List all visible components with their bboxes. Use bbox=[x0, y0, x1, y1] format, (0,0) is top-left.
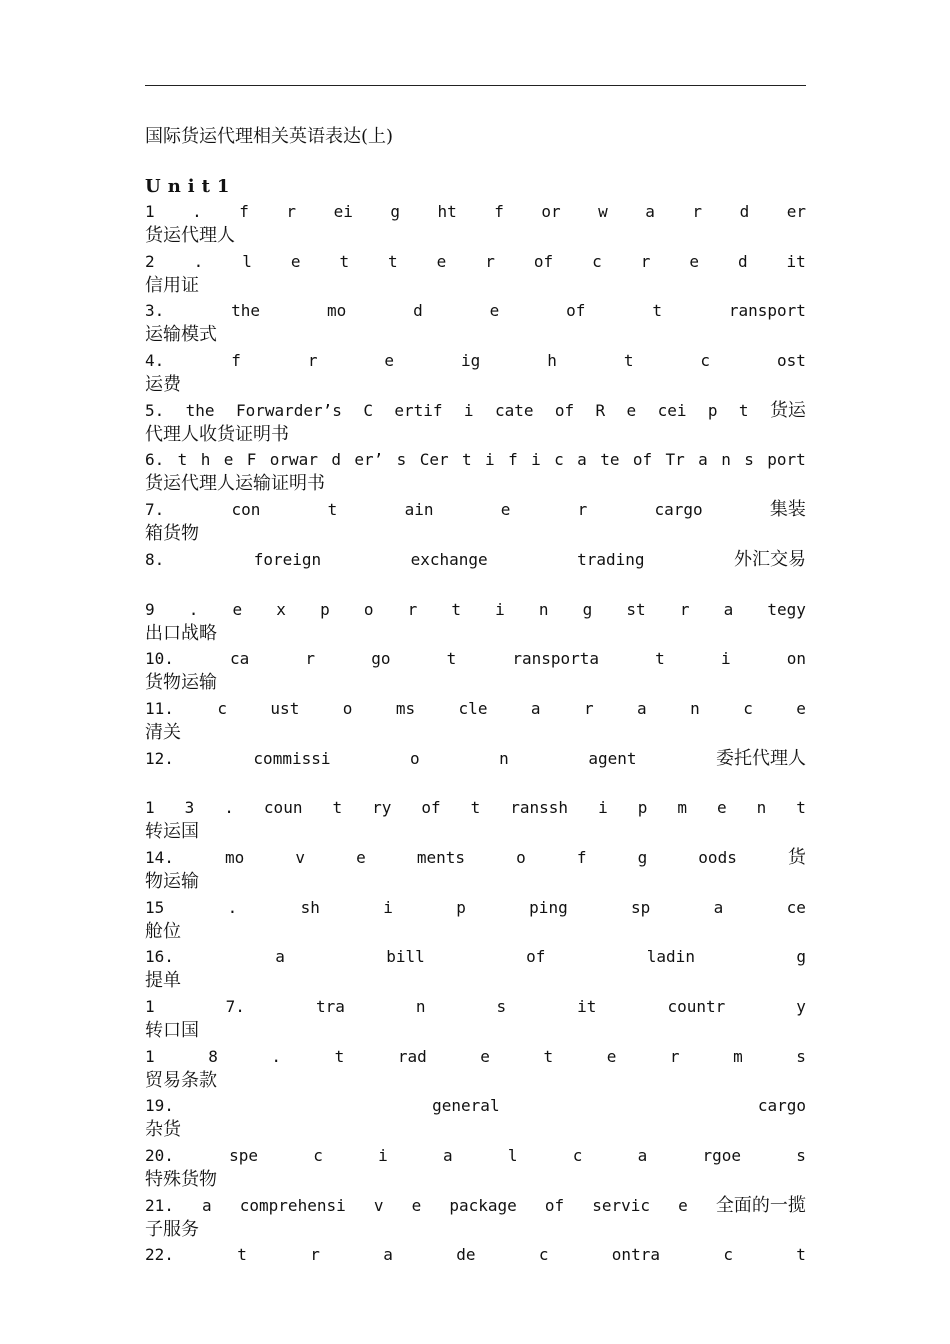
english-token: . bbox=[188, 599, 199, 619]
english-token: comprehensi bbox=[239, 1195, 346, 1215]
english-token: c bbox=[743, 698, 753, 718]
unit-heading: Unit1 bbox=[145, 176, 237, 197]
english-token: s bbox=[796, 1146, 806, 1166]
english-token: 3. bbox=[145, 301, 165, 321]
english-token: l bbox=[507, 1146, 518, 1166]
english-token: v bbox=[373, 1195, 384, 1215]
english-token: t bbox=[623, 351, 634, 371]
vocab-english-line bbox=[145, 1093, 806, 1118]
english-token: d bbox=[737, 251, 748, 271]
english-token: con bbox=[231, 500, 261, 520]
english-token: a bbox=[443, 1146, 453, 1166]
english-token: g bbox=[796, 947, 806, 967]
chinese-translation-inline: 货运 bbox=[769, 399, 806, 421]
english-token: e bbox=[606, 1046, 617, 1066]
english-token: cate bbox=[494, 400, 534, 420]
english-token: e bbox=[626, 400, 637, 420]
english-token: 1 bbox=[145, 798, 155, 818]
vocabulary-list bbox=[145, 199, 806, 1292]
english-token: te bbox=[600, 450, 620, 470]
english-token: general bbox=[432, 1096, 500, 1116]
english-token: 21. bbox=[145, 1195, 174, 1215]
english-token: 9 bbox=[145, 599, 155, 619]
vocab-entry bbox=[145, 944, 806, 994]
english-token: r bbox=[286, 202, 297, 221]
vocab-entry bbox=[145, 348, 806, 398]
english-token: . bbox=[224, 798, 234, 818]
english-token: r bbox=[577, 500, 588, 520]
english-token: agent bbox=[588, 748, 637, 768]
english-token: a bbox=[275, 947, 285, 967]
english-token: t bbox=[332, 798, 343, 818]
english-token: e bbox=[678, 1195, 688, 1215]
english-token: ping bbox=[529, 897, 568, 917]
english-token: commissi bbox=[253, 748, 331, 768]
english-token: e bbox=[716, 798, 727, 818]
english-token: ry bbox=[372, 798, 392, 818]
english-token: orwar bbox=[269, 450, 318, 470]
english-token: mo bbox=[326, 301, 347, 321]
english-token: e bbox=[356, 847, 366, 867]
english-token: cargo bbox=[757, 1096, 806, 1116]
english-token: e bbox=[489, 301, 500, 321]
english-token: of bbox=[632, 450, 653, 470]
vocab-entry bbox=[145, 994, 806, 1044]
english-token: 10. bbox=[145, 649, 174, 669]
english-token: port bbox=[767, 450, 806, 470]
vocab-english-line bbox=[145, 199, 806, 224]
english-token: 1 bbox=[145, 997, 155, 1016]
english-token: t bbox=[796, 798, 806, 818]
english-token: ost bbox=[777, 351, 806, 371]
english-token: c bbox=[592, 251, 602, 271]
english-token: c bbox=[723, 1245, 733, 1265]
vocab-entry bbox=[145, 547, 806, 597]
english-token: f bbox=[576, 847, 587, 867]
chinese-translation bbox=[145, 572, 806, 596]
english-token: exchange bbox=[410, 549, 488, 569]
english-token: r bbox=[310, 1245, 320, 1265]
english-token: i bbox=[378, 1146, 388, 1166]
vocab-entry bbox=[145, 497, 806, 547]
vocab-english-line bbox=[145, 646, 806, 671]
english-token: Tr bbox=[665, 450, 685, 470]
chinese-translation: 杂货 bbox=[145, 1119, 181, 1141]
english-token: o bbox=[410, 748, 420, 768]
vocab-entry bbox=[145, 746, 806, 796]
chinese-translation: 货运代理人运输证明书 bbox=[145, 473, 325, 495]
english-token: c bbox=[554, 450, 564, 470]
english-token: x bbox=[276, 599, 286, 619]
vocab-entry bbox=[145, 1044, 806, 1094]
english-token: 11. bbox=[145, 698, 174, 718]
english-token: a bbox=[383, 1245, 393, 1265]
vocab-english-line bbox=[145, 1242, 806, 1267]
vocab-entry bbox=[145, 298, 806, 348]
english-token: cei bbox=[657, 400, 687, 420]
english-token: n bbox=[721, 450, 731, 470]
vocab-entry bbox=[145, 696, 806, 746]
english-token: a bbox=[637, 698, 647, 718]
english-token: a bbox=[202, 1195, 212, 1215]
english-token: 7. bbox=[145, 500, 165, 520]
english-token: r bbox=[485, 251, 495, 271]
english-token: cargo bbox=[654, 500, 703, 520]
english-token: i bbox=[485, 450, 495, 470]
english-token: t bbox=[462, 450, 472, 470]
english-token: f bbox=[508, 450, 518, 470]
english-token: e bbox=[689, 251, 699, 271]
english-token: n bbox=[499, 748, 509, 768]
english-token: R bbox=[595, 400, 606, 420]
english-token: t bbox=[327, 500, 338, 520]
english-token: 16. bbox=[145, 947, 174, 967]
english-token: on bbox=[786, 649, 806, 669]
english-token: ust bbox=[270, 698, 300, 718]
vocab-english-line bbox=[145, 845, 806, 870]
english-token: a bbox=[713, 897, 724, 917]
english-token: ei bbox=[333, 202, 353, 221]
english-token: h bbox=[547, 351, 557, 371]
chinese-translation: 提单 bbox=[145, 970, 181, 992]
english-token: n bbox=[538, 599, 549, 619]
chinese-translation: 物运输 bbox=[145, 870, 199, 892]
vocab-english-line bbox=[145, 547, 806, 572]
english-token: t bbox=[446, 649, 457, 669]
vocab-entry bbox=[145, 398, 806, 448]
english-token: l bbox=[242, 251, 252, 271]
english-token: of bbox=[421, 798, 441, 818]
english-token: t bbox=[738, 400, 749, 420]
vocab-english-line bbox=[145, 1143, 806, 1168]
english-token: of bbox=[566, 301, 586, 321]
english-token: f bbox=[231, 351, 241, 371]
chinese-translation: 箱货物 bbox=[145, 523, 199, 545]
chinese-translation: 转运国 bbox=[145, 821, 199, 843]
english-token: de bbox=[456, 1245, 476, 1265]
vocab-english-line bbox=[145, 746, 806, 771]
english-token: w bbox=[598, 202, 608, 221]
english-token: f bbox=[494, 202, 504, 221]
english-token: 1 bbox=[145, 202, 155, 221]
english-token: a bbox=[645, 202, 655, 221]
english-token: ht bbox=[437, 202, 457, 221]
english-token: ain bbox=[404, 500, 434, 520]
english-token: 6. bbox=[145, 450, 165, 470]
english-token: t bbox=[237, 1245, 247, 1265]
english-token: i bbox=[531, 450, 541, 470]
english-token: i bbox=[383, 897, 393, 917]
english-token: 4. bbox=[145, 351, 165, 371]
vocab-entry bbox=[145, 597, 806, 647]
english-token: i bbox=[463, 400, 474, 420]
vocab-english-line bbox=[145, 944, 806, 969]
chinese-translation bbox=[145, 1267, 806, 1291]
english-token: F bbox=[246, 450, 257, 470]
english-token: go bbox=[371, 649, 391, 669]
chinese-translation: 特殊货物 bbox=[145, 1169, 217, 1191]
vocab-entry bbox=[145, 1242, 806, 1292]
english-token: bill bbox=[386, 947, 425, 967]
english-token: c bbox=[217, 698, 227, 718]
english-token: 22. bbox=[145, 1245, 174, 1265]
english-token: st bbox=[626, 599, 646, 619]
english-token: cle bbox=[458, 698, 488, 718]
english-token: m bbox=[677, 798, 687, 818]
english-token: 20. bbox=[145, 1146, 174, 1166]
english-token: C bbox=[363, 400, 373, 420]
english-token: p bbox=[637, 798, 648, 818]
english-token: ladin bbox=[646, 947, 695, 967]
english-token: d bbox=[413, 301, 423, 321]
chinese-translation: 货运代理人 bbox=[145, 225, 235, 246]
english-token: sp bbox=[631, 897, 651, 917]
english-token: of bbox=[554, 400, 575, 420]
english-token: t bbox=[388, 251, 398, 271]
english-token: d bbox=[331, 450, 341, 470]
chinese-translation: 贸易条款 bbox=[145, 1069, 217, 1091]
english-token: n bbox=[690, 698, 700, 718]
english-token: r bbox=[692, 202, 703, 221]
english-token: Forwarder’s bbox=[235, 400, 342, 420]
english-token: o bbox=[342, 698, 353, 718]
english-token: r bbox=[679, 599, 690, 619]
english-token: a bbox=[637, 1146, 648, 1166]
english-token: p bbox=[320, 599, 330, 619]
english-token: i bbox=[598, 798, 608, 818]
english-token: ments bbox=[416, 847, 465, 867]
english-token: t bbox=[655, 649, 665, 669]
english-token: . bbox=[192, 202, 202, 221]
english-token: servic bbox=[592, 1195, 651, 1215]
english-token: e bbox=[290, 251, 301, 271]
vocab-entry bbox=[145, 447, 806, 497]
english-token: g bbox=[390, 202, 400, 221]
english-token: r bbox=[583, 698, 594, 718]
chinese-translation: 货物运输 bbox=[145, 672, 217, 694]
english-token: e bbox=[436, 251, 447, 271]
vocab-english-line bbox=[145, 597, 806, 622]
english-token: c bbox=[700, 351, 711, 371]
english-token: a bbox=[723, 599, 734, 619]
english-token: t bbox=[652, 301, 662, 321]
vocab-english-line bbox=[145, 497, 806, 522]
english-token: er bbox=[786, 202, 806, 221]
vocab-english-line bbox=[145, 1044, 806, 1069]
english-token: countr bbox=[667, 997, 726, 1016]
english-token: c bbox=[538, 1245, 549, 1265]
vocab-english-line bbox=[145, 447, 806, 472]
english-token: p bbox=[456, 897, 466, 917]
english-token: 19. bbox=[145, 1096, 174, 1116]
chinese-translation bbox=[145, 771, 806, 795]
chinese-translation: 信用证 bbox=[145, 274, 199, 296]
english-token: ransporta bbox=[512, 649, 600, 669]
english-token: the bbox=[231, 301, 261, 321]
english-token: a bbox=[698, 450, 708, 470]
vocab-entry bbox=[145, 1193, 806, 1243]
english-token: g bbox=[637, 847, 648, 867]
english-token: a bbox=[577, 450, 587, 470]
english-token: 1 bbox=[145, 1046, 155, 1066]
english-token: 15 bbox=[145, 897, 165, 917]
vocab-entry bbox=[145, 1143, 806, 1193]
vocab-entry bbox=[145, 646, 806, 696]
english-token: 7. bbox=[225, 997, 245, 1016]
english-token: e bbox=[384, 351, 395, 371]
english-token: t bbox=[339, 251, 350, 271]
english-token: tra bbox=[315, 997, 345, 1016]
english-token: n bbox=[756, 798, 767, 818]
english-token: ca bbox=[230, 649, 250, 669]
chinese-translation: 运输模式 bbox=[145, 324, 217, 346]
english-token: of bbox=[526, 947, 546, 967]
english-token: of bbox=[544, 1195, 565, 1215]
english-token: s bbox=[496, 997, 507, 1016]
english-token: ontra bbox=[611, 1245, 660, 1265]
vocab-english-line bbox=[145, 696, 806, 721]
english-token: e bbox=[796, 698, 806, 718]
english-token: 12. bbox=[145, 748, 174, 768]
vocab-entry bbox=[145, 895, 806, 945]
english-token: r bbox=[640, 251, 651, 271]
english-token: r bbox=[307, 351, 318, 371]
english-token: 8 bbox=[208, 1046, 218, 1066]
english-token: . bbox=[227, 897, 238, 917]
english-token: ertif bbox=[394, 400, 443, 420]
english-token: e bbox=[411, 1195, 422, 1215]
english-token: er’ bbox=[354, 450, 384, 470]
english-token: y bbox=[796, 997, 806, 1016]
chinese-translation-inline: 货 bbox=[787, 846, 806, 868]
english-token: or bbox=[541, 202, 561, 221]
english-token: rgoe bbox=[702, 1146, 742, 1166]
english-token: 3 bbox=[184, 798, 195, 818]
english-token: t bbox=[334, 1046, 345, 1066]
document-title: 国际货运代理相关英语表达(上) bbox=[145, 126, 394, 147]
english-token: s bbox=[396, 450, 407, 470]
english-token: rad bbox=[397, 1046, 427, 1066]
vocab-entry bbox=[145, 199, 806, 249]
vocab-entry bbox=[145, 845, 806, 895]
vocab-english-line bbox=[145, 249, 806, 274]
english-token: the bbox=[185, 400, 215, 420]
english-token: sh bbox=[300, 897, 320, 917]
english-token: e bbox=[500, 500, 511, 520]
english-token: o bbox=[363, 599, 374, 619]
vocab-entry bbox=[145, 795, 806, 845]
english-token: trading bbox=[577, 549, 645, 569]
english-token: 14. bbox=[145, 847, 174, 867]
chinese-translation: 代理人收货证明书 bbox=[145, 423, 289, 445]
english-token: oods bbox=[698, 847, 737, 867]
english-token: it bbox=[577, 997, 597, 1016]
english-token: n bbox=[415, 997, 426, 1016]
english-token: 8. bbox=[145, 549, 165, 569]
english-token: e bbox=[232, 599, 243, 619]
english-token: . bbox=[193, 251, 204, 271]
english-token: d bbox=[739, 202, 750, 221]
english-token: h bbox=[200, 450, 211, 470]
english-token: ransport bbox=[728, 301, 806, 321]
english-token: spe bbox=[229, 1146, 259, 1166]
english-token: coun bbox=[263, 798, 303, 818]
chinese-translation-inline: 外汇交易 bbox=[733, 548, 806, 570]
english-token: . bbox=[271, 1046, 282, 1066]
vocab-english-line bbox=[145, 348, 806, 373]
english-token: tegy bbox=[767, 599, 806, 619]
english-token: foreign bbox=[253, 549, 322, 569]
english-token: c bbox=[313, 1146, 323, 1166]
header-rule bbox=[145, 85, 806, 86]
chinese-translation-inline: 委托代理人 bbox=[716, 747, 806, 769]
english-token: p bbox=[707, 400, 718, 420]
english-token: e bbox=[223, 450, 234, 470]
english-token: e bbox=[480, 1046, 490, 1066]
english-token: c bbox=[572, 1146, 583, 1166]
chinese-translation-inline: 集装 bbox=[769, 499, 806, 521]
english-token: m bbox=[733, 1046, 743, 1066]
chinese-translation: 出口战略 bbox=[145, 622, 217, 644]
english-token: t bbox=[543, 1046, 554, 1066]
english-token: r bbox=[407, 599, 418, 619]
vocab-english-line bbox=[145, 398, 806, 423]
english-token: f bbox=[239, 202, 249, 221]
chinese-translation: 运费 bbox=[145, 374, 181, 396]
english-token: t bbox=[177, 450, 188, 470]
english-token: ranssh bbox=[510, 798, 569, 818]
chinese-translation: 清关 bbox=[145, 721, 181, 743]
vocab-english-line bbox=[145, 795, 806, 820]
vocab-english-line bbox=[145, 994, 806, 1019]
chinese-translation: 转口国 bbox=[145, 1020, 199, 1041]
english-token: ms bbox=[395, 698, 416, 718]
english-token: a bbox=[530, 698, 541, 718]
english-token: r bbox=[305, 649, 316, 669]
english-token: 2 bbox=[145, 251, 155, 271]
english-token: s bbox=[796, 1046, 806, 1066]
english-token: r bbox=[669, 1046, 680, 1066]
english-token: o bbox=[516, 847, 526, 867]
english-token: g bbox=[582, 599, 593, 619]
vocab-entry bbox=[145, 249, 806, 299]
chinese-translation: 舱位 bbox=[145, 920, 181, 942]
english-token: mo bbox=[225, 847, 245, 867]
english-token: i bbox=[720, 649, 731, 669]
english-token: i bbox=[495, 599, 505, 619]
english-token: package bbox=[449, 1195, 517, 1215]
vocab-english-line bbox=[145, 895, 806, 920]
english-token: ig bbox=[461, 351, 481, 371]
english-token: ce bbox=[786, 897, 806, 917]
english-token: v bbox=[295, 847, 305, 867]
chinese-translation: 子服务 bbox=[145, 1218, 199, 1240]
english-token: it bbox=[786, 251, 806, 271]
chinese-translation-inline: 全面的一揽 bbox=[715, 1194, 806, 1216]
vocab-english-line bbox=[145, 298, 806, 323]
vocab-english-line bbox=[145, 1193, 806, 1218]
english-token: 5. bbox=[145, 400, 165, 420]
english-token: of bbox=[533, 251, 554, 271]
english-token: t bbox=[796, 1245, 806, 1265]
english-token: s bbox=[744, 450, 754, 470]
english-token: t bbox=[470, 798, 481, 818]
english-token: Cer bbox=[419, 450, 449, 470]
english-token: t bbox=[451, 599, 461, 619]
vocab-entry bbox=[145, 1093, 806, 1143]
